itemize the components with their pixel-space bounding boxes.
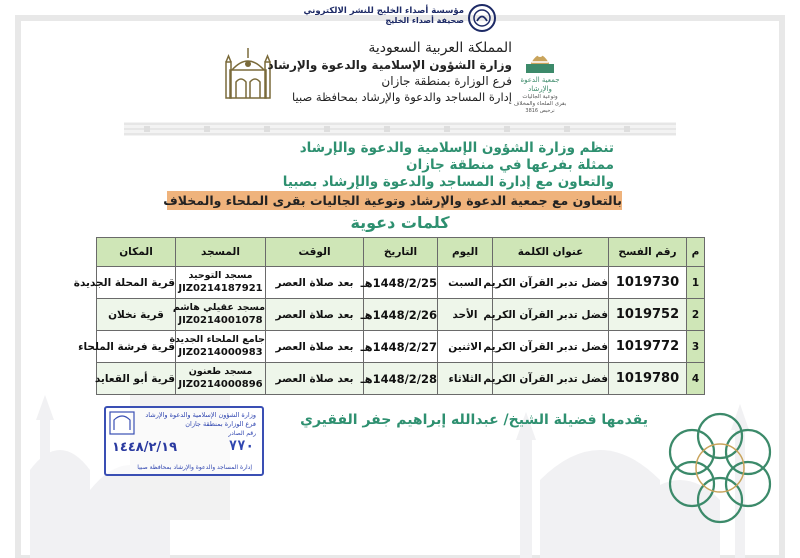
talk-place: قرية فرشة الملحاء [97,331,176,363]
talk-time: بعد صلاة العصر [266,331,364,363]
series-title: كلمات دعوية [350,213,450,232]
ornament-divider [124,122,676,136]
talk-day: السبت [438,267,493,299]
table-header-row [97,238,705,267]
ministry-name: وزارة الشؤون الإسلامية والدعوة والإرشاد [267,58,512,72]
mosque-cell [176,363,266,395]
mosque-cell [176,267,266,299]
mosque-name: مسجد عقيلي هاشم [172,302,265,313]
ministry-emblem-icon [222,44,274,104]
talk-title: فضل تدبر القرآن الكريم [493,267,609,299]
talk-date: 1448/2/26هـ [364,299,438,331]
row-index: 1 [687,267,705,299]
society-license: ترخيص 3816 [525,108,555,114]
intro-line-2: ممثلة بفرعها في منطقة جازان [406,157,614,173]
row-index: 4 [687,363,705,395]
permit-number: 1019772 [609,331,687,363]
mosque-code: JIZ0214001078 [178,315,263,326]
intro-line-3: والتعاون مع إدارة المساجد والدعوة والإرشاد بصبيا [282,174,614,190]
talk-time: بعد صلاة العصر [266,267,364,299]
ministry-branch: فرع الوزارة بمنطقة جازان [381,74,512,88]
permit-number: 1019780 [609,363,687,395]
ministry-header [267,40,512,105]
talk-day: الثلاثاء [438,363,493,395]
mosque-code: JIZ0214000983 [178,347,263,358]
stamp-emblem-icon [108,408,138,438]
society-sub2: بقرى الملحاء والمخلاف [513,101,567,107]
talk-date: 1448/2/27هـ [364,331,438,363]
talk-title: فضل تدبر القرآن الكريم [493,363,609,395]
talk-time: بعد صلاة العصر [266,363,364,395]
cooperation-banner: بالتعاون مع جمعية الدعوة والإرشاد وتوعية الجاليات بقرى الملحاء والمخلاف [163,193,622,208]
mosque-name: مسجد التوحيد [188,270,253,281]
rosette-ornament-icon [660,402,780,534]
publisher-header [303,2,500,32]
stamp-number: ٧٧٠ [228,438,254,454]
table-row [97,299,705,331]
announcement-intro [180,140,614,191]
society-logo-icon [520,40,560,76]
mosques-administration: إدارة المساجد والدعوة والإرشاد بمحافظة صبيا [292,90,512,104]
table-row [97,267,705,299]
talk-date: 1448/2/25هـ [364,267,438,299]
header-permit: رقم الفسح [609,238,687,267]
header-date: التاريخ [364,238,438,267]
talk-place: قرية أبو القعايد [97,363,176,395]
society-logo [508,40,572,126]
publisher-logo-icon [468,4,496,32]
talk-time: بعد صلاة العصر [266,299,364,331]
mosque-code: JIZ0214000896 [178,379,263,390]
mosque-name: مسجد طعنون [188,366,253,377]
kingdom-name: المملكة العربية السعودية [368,40,512,56]
talk-title: فضل تدبر القرآن الكريم [493,331,609,363]
header-title: عنوان الكلمة [493,238,609,267]
mosque-cell [172,299,266,331]
talk-place: قرية المحلة الجديدة [97,267,176,299]
permit-number: 1019730 [609,267,687,299]
mosque-code: JIZ0214187921 [178,283,263,294]
presenter-line: يقدمها فضيلة الشيخ/ عبدالله إبراهيم جفر الفقيري [300,412,648,428]
talk-title: فضل تدبر القرآن الكريم [493,299,609,331]
header-day: اليوم [438,238,493,267]
publisher-newspaper: صحيفة أصداء الخليج [385,16,464,25]
talk-day: الاثنين [438,331,493,363]
intro-line-1: تنظم وزارة الشؤون الإسلامية والدعوة والإرشاد [299,140,614,156]
mosque-name: جامع الملحاء الجديدة [169,334,265,345]
stamp-ministry: وزارة الشؤون الإسلامية والدعوة والإرشاد [145,411,256,419]
mosque-cell [169,331,266,363]
stamp-branch: فرع الوزارة بمنطقة جازان [185,420,256,428]
table-row [97,363,705,395]
society-name: جمعية الدعوة والإرشاد [520,76,560,93]
stamp-outgoing-label: رقم الصادر [228,430,256,437]
stamp-footer: إدارة المساجد والدعوة والإرشاد بمحافظة صبيا [137,464,252,471]
lecture-schedule-table [73,237,705,395]
row-index: 2 [687,299,705,331]
header-mosque: المسجد [176,238,266,267]
header-place: المكان [97,238,176,267]
table-row [97,331,705,363]
row-index: 3 [687,331,705,363]
talk-date: 1448/2/28هـ [364,363,438,395]
publisher-text [304,6,464,25]
talk-day: الأحد [438,299,493,331]
stamp-date: ١٤٤٨/٢/١٩ [112,440,178,455]
publisher-name: مؤسسة أصداء الخليج للنشر الالكتروني [303,6,464,16]
talk-place: قرية نخلان [97,299,176,331]
header-time: الوقت [266,238,364,267]
society-sub1: وتوعية الجاليات [522,94,558,100]
permit-number: 1019752 [609,299,687,331]
header-index: م [687,238,705,267]
